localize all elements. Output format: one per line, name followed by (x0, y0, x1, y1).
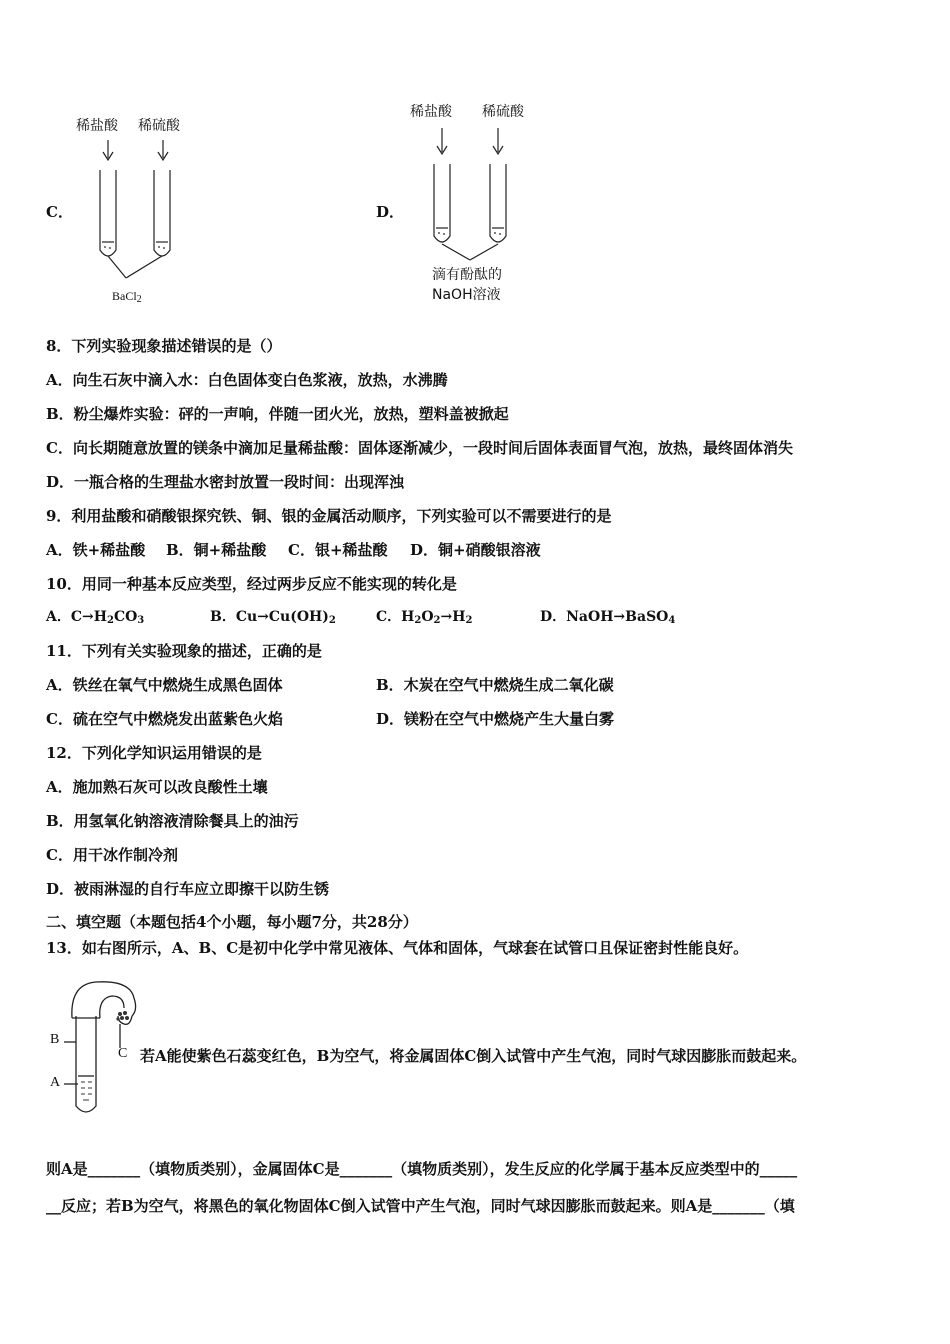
q11-option-b: B．木炭在空气中燃烧生成二氧化碳 (376, 676, 614, 694)
q10-option-b: B．$Cu\to Cu(OH)_2$ (210, 609, 336, 626)
tube-label-dilute-h2so4: 稀硫酸 (138, 118, 180, 134)
q12-option-a: A．施加熟石灰可以改良酸性土壤 (46, 778, 268, 796)
q9-option-d: D．铜+硝酸银溶液 (410, 541, 541, 559)
q9-option-b: B．铜+稀盐酸 (166, 541, 267, 559)
q12-stem: 12．下列化学知识运用错误的是 (46, 744, 262, 762)
tube-label-dilute-hcl-d: 稀盐酸 (410, 104, 452, 120)
q12-option-d: D．被雨淋湿的自行车应立即擦干以防生锈 (46, 880, 330, 898)
tube-label-dilute-hcl: 稀盐酸 (76, 118, 118, 134)
q9-stem: 9．利用盐酸和硝酸银探究铁、铜、银的金属活动顺序，下列实验可以不需要进行的是 (46, 507, 612, 525)
q8-option-d: D．一瓶合格的生理盐水密封放置一段时间：出现浑浊 (46, 473, 405, 491)
q11-option-a: A．铁丝在氧气中燃烧生成黑色固体 (46, 676, 283, 694)
apparatus-label-b: B (50, 1032, 60, 1047)
tube-bottom-label-phenolphthalein: 滴有酚酞的 (432, 267, 502, 283)
q10-option-d: D．NaOH→BaSO$_4$ (540, 609, 676, 626)
q8-option-b: B．粉尘爆炸实验：砰的一声响，伴随一团火光，放热，塑料盖被掀起 (46, 405, 509, 423)
balloon-test-tube-apparatus (48, 976, 148, 1118)
test-tubes-figure-d (424, 126, 534, 266)
q12-option-b: B．用氢氧化钠溶液清除餐具上的油污 (46, 812, 299, 830)
tube-bottom-label-bacl2: BaCl$_2$ (112, 289, 142, 305)
q13-figure-text: 若A能使紫色石蕊变红色，B为空气，将金属固体C倒入试管中产生气泡，同时气球因膨胀而鼓起来。 (140, 1047, 807, 1065)
q12-option-c: C．用干冰作制冷剂 (46, 846, 178, 864)
q11-option-c: C．硫在空气中燃烧发出蓝紫色火焰 (46, 710, 283, 728)
option-c-letter: C． (46, 203, 73, 221)
q10-stem: 10．用同一种基本反应类型，经过两步反应不能实现的转化是 (46, 575, 457, 593)
apparatus-label-a: A (50, 1075, 61, 1090)
tube-bottom-label-naoh: NaOH溶液 (432, 287, 501, 303)
q10-option-a: A．$C\to H_2CO_3$ (46, 609, 145, 626)
q10-option-c: C．$H_2O_2\to H_2$ (376, 609, 473, 626)
q8-stem: 8．下列实验现象描述错误的是（） (46, 337, 282, 355)
q8-option-a: A．向生石灰中滴入水：白色固体变白色浆液，放热，水沸腾 (46, 371, 448, 389)
q9-option-c: C．银+稀盐酸 (288, 541, 388, 559)
apparatus-label-c: C (118, 1046, 128, 1061)
test-tubes-figure-c (90, 138, 200, 288)
tube-label-dilute-h2so4-d: 稀硫酸 (482, 104, 524, 120)
q11-stem: 11．下列有关实验现象的描述，正确的是 (46, 642, 322, 660)
q9-option-a: A．铁+稀盐酸 (46, 541, 146, 559)
section-2-title: 二、填空题（本题包括4个小题，每小题7分，共28分） (46, 913, 418, 931)
q13-fill-line-2: __反应；若B为空气，将黑色的氧化物固体C倒入试管中产生气泡，同时气球因膨胀而鼓起来。则A是_______（填 (46, 1197, 795, 1215)
q13-fill-line-1: 则A是_______（填物质类别），金属固体C是_______（填物质类别），发生反应的化学属于基本反应类型中的_____ (46, 1160, 798, 1178)
q13-stem: 13．如右图所示，A、B、C是初中化学中常见液体、气体和固体，气球套在试管口且保证密封性能良好。 (46, 939, 749, 957)
option-d-letter: D． (376, 203, 405, 221)
q11-option-d: D．镁粉在空气中燃烧产生大量白雾 (376, 710, 615, 728)
q8-option-c: C．向长期随意放置的镁条中滴加足量稀盐酸：固体逐渐减少，一段时间后固体表面冒气泡，放热，最终固体消失 (46, 439, 793, 457)
